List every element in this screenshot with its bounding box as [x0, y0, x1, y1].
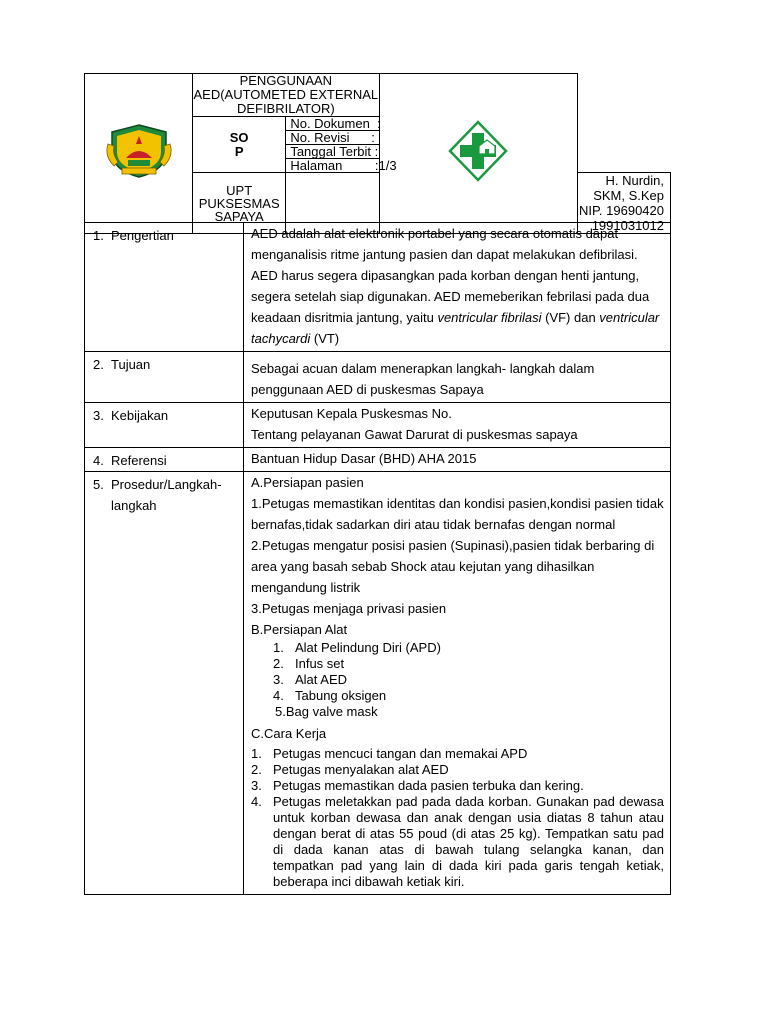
section-row-pengertian [85, 223, 671, 352]
section-number: 3. [93, 408, 104, 423]
cara-kerja-list [251, 746, 664, 890]
section-label [85, 403, 244, 448]
section-content [244, 472, 671, 895]
tanggal-terbit-field: Tanggal Terbit : [286, 145, 379, 159]
regency-emblem-icon [104, 122, 174, 180]
section-content [244, 448, 671, 472]
tujuan-text: Sebagai acuan dalam menerapkan langkah- langkah dalam penggunaan AED di puskesmas Sapaya [251, 361, 595, 397]
pengertian-italic-vf: ventricular fibrilasi [437, 310, 542, 325]
list-item-text: Petugas mencuci tangan dan memakai APD [273, 746, 528, 761]
list-item-number: 1. [273, 640, 284, 655]
persiapan-pasien-step-2: 2.Petugas mengatur posisi pasien (Supinasi),pasien tidak berbaring di area yang basah sebab Shock atau kejutan yang dihasilkan mengandung listrik [251, 538, 655, 595]
section-number: 1. [93, 228, 104, 243]
sop-content-table [84, 222, 671, 895]
list-item-text: Tabung oksigen [295, 688, 387, 703]
section-label [85, 352, 244, 403]
document-title: PENGGUNAAN AED(AUTOMETED EXTERNAL DEFIBRILATOR) [193, 73, 379, 116]
section-title: Kebijakan [111, 408, 169, 423]
no-dokumen-field: No. Dokumen : [286, 117, 379, 131]
regency-logo-cell [85, 74, 193, 234]
list-item-text: Alat Pelindung Diri (APD) [295, 640, 441, 655]
section-row-kebijakan [85, 403, 671, 448]
list-item-number: 4. [251, 794, 262, 809]
sop-label-line2: P [234, 143, 244, 159]
list-item-text: 5.Bag valve mask [275, 704, 378, 719]
list-item-number: 3. [273, 672, 284, 687]
section-label [85, 448, 244, 472]
section-content [244, 403, 671, 448]
cara-kerja-heading: C.Cara Kerja [251, 726, 327, 741]
list-item-text: Petugas memastikan dada pasien terbuka dan kering. [273, 778, 584, 793]
section-title-line2: langkah [111, 498, 157, 513]
list-item [251, 746, 664, 762]
list-item [251, 794, 664, 890]
list-item [273, 688, 664, 704]
kebijakan-line2: Tentang pelayanan Gawat Darurat di puskesmas sapaya [251, 427, 578, 442]
section-number: 4. [93, 453, 104, 468]
sop-label-line1: SO [229, 129, 249, 145]
org-line1: UPT [226, 182, 253, 198]
list-item-number: 4. [273, 688, 284, 703]
referensi-text: Bantuan Hidup Dasar (BHD) AHA 2015 [251, 451, 477, 466]
section-label [85, 223, 244, 352]
section-row-referensi [85, 448, 671, 472]
section-title: Tujuan [111, 357, 151, 372]
pengertian-text-a: AED adalah alat elektronik portabel yang secara otomatis dapat menganalisis ritme jantung pasien dan dapat melakukan defibrilasi. AED harus segera dipasangkan pada korban dengan henti jantung, segera setelah siap digunakan. AED memeberikan febrilasi pada dua keadaan disritmia jantung, yaitu [251, 226, 650, 325]
list-item [251, 762, 664, 778]
sop-header-table [84, 73, 671, 234]
halaman-field: Halaman :1/3 [286, 159, 379, 173]
section-title: Pengertian [111, 228, 174, 243]
section-row-prosedur [85, 472, 671, 895]
persiapan-pasien-step-1: 1.Petugas memastikan identitas dan kondisi pasien,kondisi pasien tidak bernafas,tidak sadarkan diri atau tidak bernafas dengan normal [251, 496, 664, 532]
list-item [251, 778, 664, 794]
document-title-cell [193, 74, 380, 117]
signer-name: H. Nurdin, SKM, S.Kep [593, 173, 664, 203]
sop-label-cell [193, 117, 286, 173]
section-number: 5. [93, 477, 104, 492]
list-item [273, 656, 664, 672]
list-item-text: Alat AED [295, 672, 348, 687]
puskesmas-cross-icon [446, 119, 510, 183]
pengertian-text-b: (VF) dan [541, 310, 600, 325]
section-number: 2. [93, 357, 104, 372]
persiapan-alat-heading: B.Persiapan Alat [251, 622, 348, 637]
section-content [244, 223, 671, 352]
section-content [244, 352, 671, 403]
no-revisi-field: No. Revisi : [286, 131, 379, 145]
alat-list [251, 640, 664, 720]
list-item-number: 3. [251, 778, 262, 793]
section-title: Referensi [111, 453, 167, 468]
pengertian-italic-vt: ventricular tachycardi [251, 310, 660, 346]
list-item-text: Petugas meletakkan pad pada dada korban. Gunakan pad dewasa untuk korban dewasa dan anak dengan usia diatas 8 tahun atau dengan berat di atas 55 poud (di atas 25 kg). Tempatkan satu pad di dada kanan atas di bawah tulang selangka kanan, dan tempatkan pad yang lain di dada kiri pada garis tengah ketiak, beberapa inci dibawah ketiak kiri. [273, 794, 664, 889]
org-line3: SAPAYA [214, 208, 264, 224]
section-label [85, 472, 244, 895]
list-item-number: 1. [251, 746, 262, 761]
org-line2: PUKSESMAS [198, 195, 280, 211]
list-item-number: 2. [273, 656, 284, 671]
pengertian-text-c: (VT) [310, 331, 340, 346]
signer-nip: NIP. 19690420 1991031012 [578, 203, 664, 233]
list-item-text: Petugas menyalakan alat AED [273, 762, 449, 777]
persiapan-pasien-heading: A.Persiapan pasien [251, 475, 364, 490]
list-item [273, 672, 664, 688]
section-title-line1: Prosedur/Langkah- [111, 477, 222, 492]
section-row-tujuan [85, 352, 671, 403]
persiapan-pasien-step-3: 3.Petugas menjaga privasi pasien [251, 601, 447, 616]
list-item [273, 640, 664, 656]
kebijakan-line1: Keputusan Kepala Puskesmas No. [251, 406, 452, 421]
list-item-text: Infus set [295, 656, 345, 671]
list-item-number: 2. [251, 762, 262, 777]
list-item [273, 704, 664, 720]
